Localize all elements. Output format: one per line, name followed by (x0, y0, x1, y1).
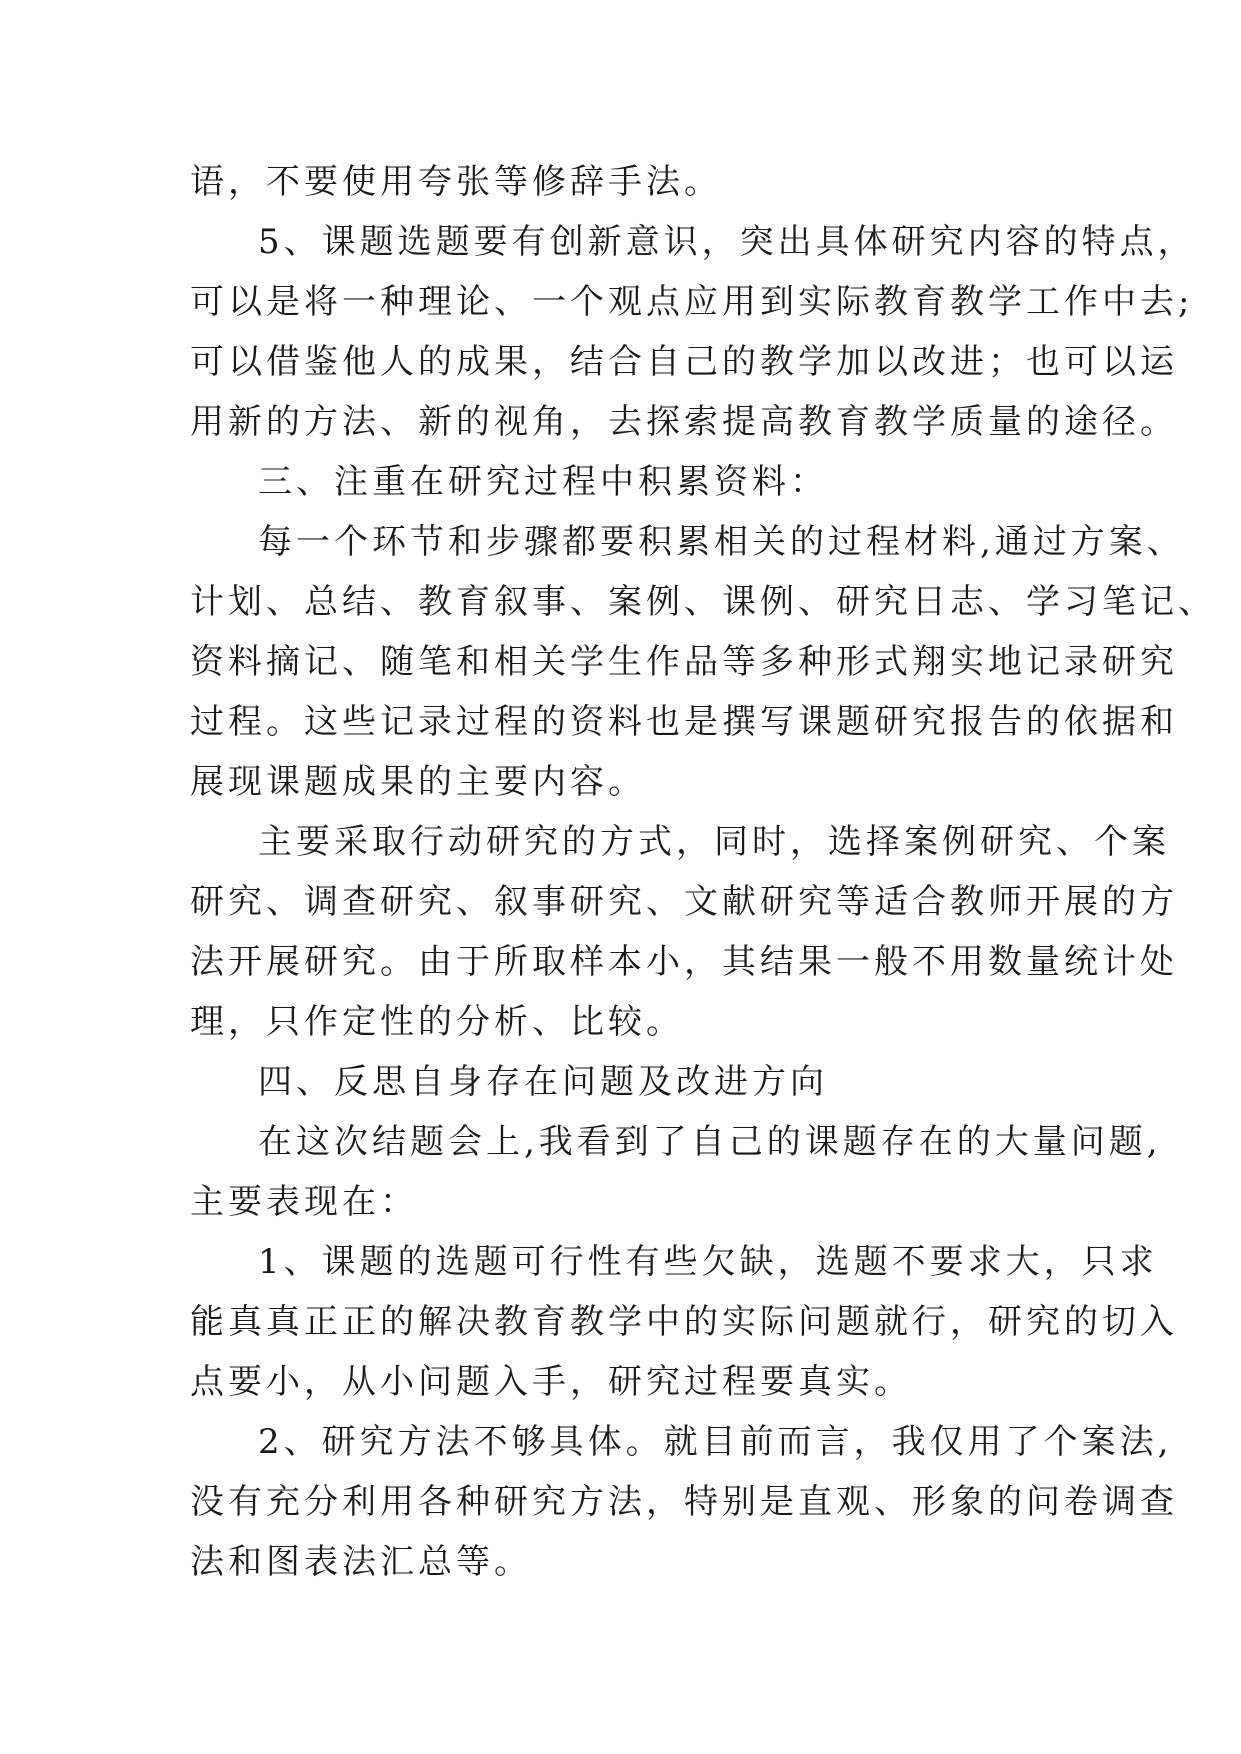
text-line: 法开展研究。由于所取样本小，其结果一般不用数量统计处 (190, 942, 1178, 982)
text-line: 资料摘记、随笔和相关学生作品等多种形式翔实地记录研究 (190, 642, 1178, 682)
text-line: 没有充分利用各种研究方法，特别是直观、形象的问卷调查 (190, 1482, 1178, 1522)
paragraph-first-line: 5、课题选题要有创新意识，突出具体研究内容的特点， (258, 222, 1196, 262)
section-heading: 四、反思自身存在问题及改进方向 (258, 1062, 828, 1102)
text-line: 过程。这些记录过程的资料也是撰写课题研究报告的依据和 (190, 702, 1178, 742)
text-line: 语，不要使用夸张等修辞手法。 (190, 162, 722, 202)
text-line: 法和图表法汇总等。 (190, 1542, 532, 1582)
text-line: 可以借鉴他人的成果，结合自己的教学加以改进；也可以运 (190, 342, 1178, 382)
text-line: 理，只作定性的分析、比较。 (190, 1002, 684, 1042)
text-line: 主要表现在： (190, 1182, 418, 1222)
paragraph-first-line: 1、课题的选题可行性有些欠缺，选题不要求大，只求 (258, 1242, 1158, 1282)
text-line: 点要小，从小问题入手，研究过程要真实。 (190, 1362, 912, 1402)
paragraph-first-line: 在这次结题会上,我看到了自己的课题存在的大量问题, (258, 1122, 1162, 1162)
text-line: 可以是将一种理论、一个观点应用到实际教育教学工作中去; (190, 282, 1194, 322)
text-line: 计划、总结、教育叙事、案例、课例、研究日志、学习笔记、 (190, 582, 1216, 622)
text-line: 展现课题成果的主要内容。 (190, 762, 646, 802)
text-line: 用新的方法、新的视角，去探索提高教育教学质量的途径。 (190, 402, 1178, 442)
paragraph-first-line: 每一个环节和步骤都要积累相关的过程材料,通过方案、 (258, 522, 1185, 562)
text-line: 研究、调查研究、叙事研究、文献研究等适合教师开展的方 (190, 882, 1178, 922)
section-heading: 三、注重在研究过程中积累资料： (258, 462, 828, 502)
document-body (190, 152, 1216, 1592)
paragraph-first-line: 主要采取行动研究的方式，同时，选择案例研究、个案 (258, 822, 1170, 862)
text-line: 能真真正正的解决教育教学中的实际问题就行，研究的切入 (190, 1302, 1178, 1342)
paragraph-first-line: 2、研究方法不够具体。就目前而言，我仅用了个案法, (258, 1422, 1173, 1462)
